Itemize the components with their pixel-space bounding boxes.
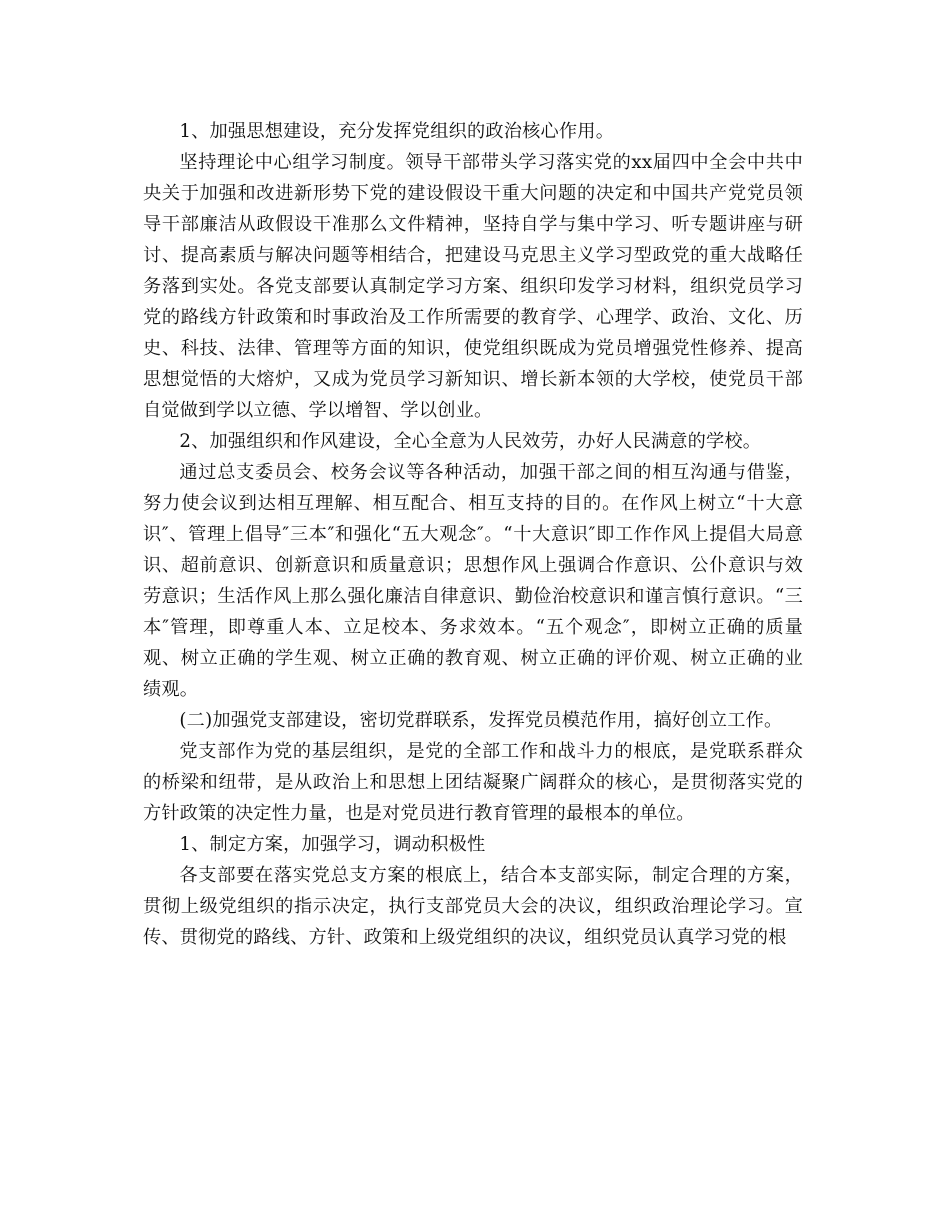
paragraph-communication: 通过总支委员会、校务会议等各种活动，加强干部之间的相互沟通与借鉴，努力使会议到达相互理解、相互配合、相互支持的目的。在作风上树立“十大意识″、管理上倡导″三本″和强化“五大观念″。“十大意识″即工作作风上提倡大局意识、超前意识、创新意识和质量意识；思想作风上强调合作意识、公仆意识与效劳意识；生活作风上那么强化廉洁自律意识、勤俭治校意识和谨言慎行意识。“三本″管理，即尊重人本、立足校本、务求效本。“五个观念″，即树立正确的质量观、树立正确的学生观、树立正确的教育观、树立正确的评价观、树立正确的业绩观。 <box>143 462 803 700</box>
document-body <box>143 116 803 953</box>
paragraph-branch-role: 党支部作为党的基层组织，是党的全部工作和战斗力的根底，是党联系群众的桥梁和纽带，是从政治上和思想上团结凝聚广阔群众的核心，是贯彻落实党的方针政策的决定性力量，也是对党员进行教育管理的最根本的单位。 <box>143 741 803 824</box>
heading-thought-building: 1、加强思想建设，充分发挥党组织的政治核心作用。 <box>179 121 615 142</box>
paragraph-branch-plan: 各支部要在落实党总支方案的根底上，结合本支部实际，制定合理的方案，贯彻上级党组织的指示决定，执行支部党员大会的决议，组织政治理论学习。宣传、贯彻党的路线、方针、政策和上级党组织的决议，组织党员认真学习党的根 <box>143 865 803 948</box>
paragraph-theory-study: 坚持理论中心组学习制度。领导干部带头学习落实党的xx届四中全会中共中央关于加强和改进新形势下党的建设假设干重大问题的决定和中国共产党党员领导干部廉洁从政假设干准那么文件精神，坚持自学与集中学习、听专题讲座与研讨、提高素质与解决问题等相结合，把建设马克思主义学习型政党的重大战略任务落到实处。各党支部要认真制定学习方案、组织印发学习材料，组织党员学习党的路线方针政策和时事政治及工作所需要的教育学、心理学、政治、文化、历史、科技、法律、管理等方面的知识，使党组织既成为党员增强党性修养、提高思想觉悟的大熔炉，又成为党员学习新知识、增长新本领的大学校，使党员干部自觉做到学以立德、学以增智、学以创业。 <box>143 152 803 421</box>
heading-organization-style: 2、加强组织和作风建设，全心全意为人民效劳，办好人民满意的学校。 <box>179 431 762 452</box>
heading-plan-study: 1、制定方案，加强学习，调动积极性 <box>179 834 486 855</box>
heading-branch-building: (二)加强党支部建设，密切党群联系，发挥党员模范作用，搞好创立工作。 <box>179 710 783 731</box>
